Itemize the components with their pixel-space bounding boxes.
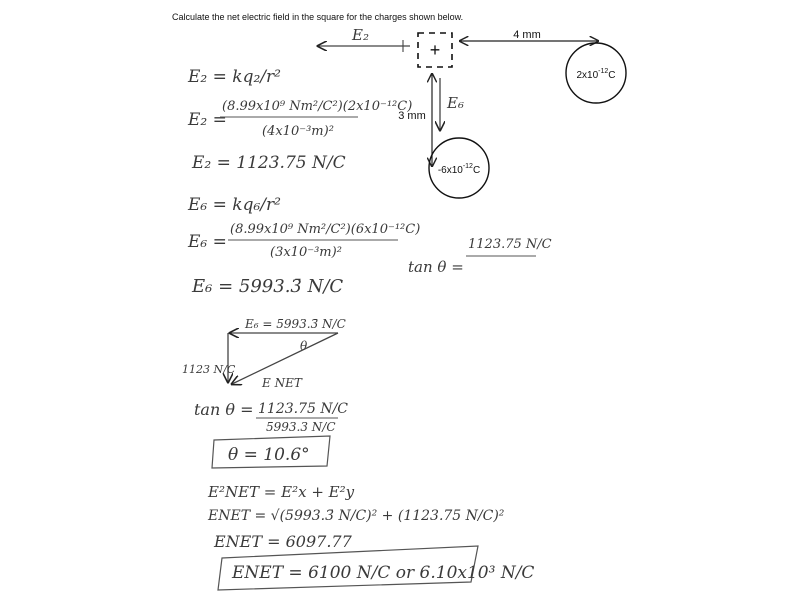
- triangle-hypotenuse-label: E NET: [262, 376, 302, 390]
- triangle-left-label: 1123 N/C: [182, 363, 236, 376]
- lower-charge-unit: C: [472, 165, 481, 176]
- e2-substitution-numerator: (8.99x10⁹ Nm²/C²)(2x10⁻¹²C): [222, 99, 413, 114]
- e6-sub-lhs: E₆ =: [188, 232, 227, 252]
- e6-formula: E₆ = kq₆/r²: [188, 195, 281, 215]
- e2-result: E₂ = 1123.75 N/C: [192, 153, 346, 173]
- triangle-top-label: E₆ = 5993.3̄ N/C: [245, 317, 346, 331]
- lower-charge-exponent: -12: [462, 163, 473, 170]
- handwritten-solution: [182, 67, 552, 590]
- lower-charge-label: [438, 163, 480, 176]
- theta-result: θ = 10.6°: [228, 445, 310, 465]
- horizontal-distance-label: 4 mm: [513, 29, 541, 41]
- right-charge-unit: C: [608, 70, 616, 81]
- tan-lhs: tan θ =: [194, 400, 254, 419]
- problem-prompt: Calculate the net electric field in the square for the charges shown below.: [172, 12, 464, 22]
- tan-denominator: 5993.3 N/C: [266, 420, 336, 434]
- e2-formula: E₂ = kq₂/r²: [188, 67, 281, 87]
- e6-result: E₆ = 5993.3̄ N/C: [192, 276, 344, 297]
- enet-value: ENET = 6097.77: [214, 532, 352, 551]
- vertical-distance-label: 3 mm: [398, 110, 426, 122]
- right-charge-label: [576, 68, 615, 81]
- tan-side-lhs: tan θ =: [408, 258, 464, 276]
- enet-squared-equation: E²NET = E²x + E²y: [208, 483, 355, 501]
- e2-arrow-label: E₂: [352, 26, 369, 44]
- tan-side-numerator: 1123.75 N/C: [468, 237, 552, 252]
- enet-substitution: ENET = √(5993.3̄ N/C)² + (1123.75 N/C)²: [208, 508, 505, 524]
- lower-charge-base: -6x10: [437, 165, 463, 176]
- enet-final-answer: ENET = 6100 N/C or 6.10x10³ N/C: [232, 563, 535, 583]
- triangle-theta-label: θ: [300, 339, 308, 353]
- right-charge-exponent: -12: [598, 68, 609, 75]
- right-charge-base: 2x10: [576, 70, 599, 81]
- e2-sub-lhs: E₂ =: [188, 110, 227, 130]
- tan-numerator: 1123.75 N/C: [258, 401, 349, 417]
- e2-substitution-denominator: (4x10⁻³m)²: [262, 124, 334, 139]
- e6-substitution-denominator: (3x10⁻³m)²: [270, 245, 342, 260]
- e6-arrow-label: E₆: [447, 94, 464, 112]
- e6-substitution-numerator: (8.99x10⁹ Nm²/C²)(6x10⁻¹²C): [230, 222, 421, 237]
- positive-test-charge-sign: +: [429, 40, 441, 60]
